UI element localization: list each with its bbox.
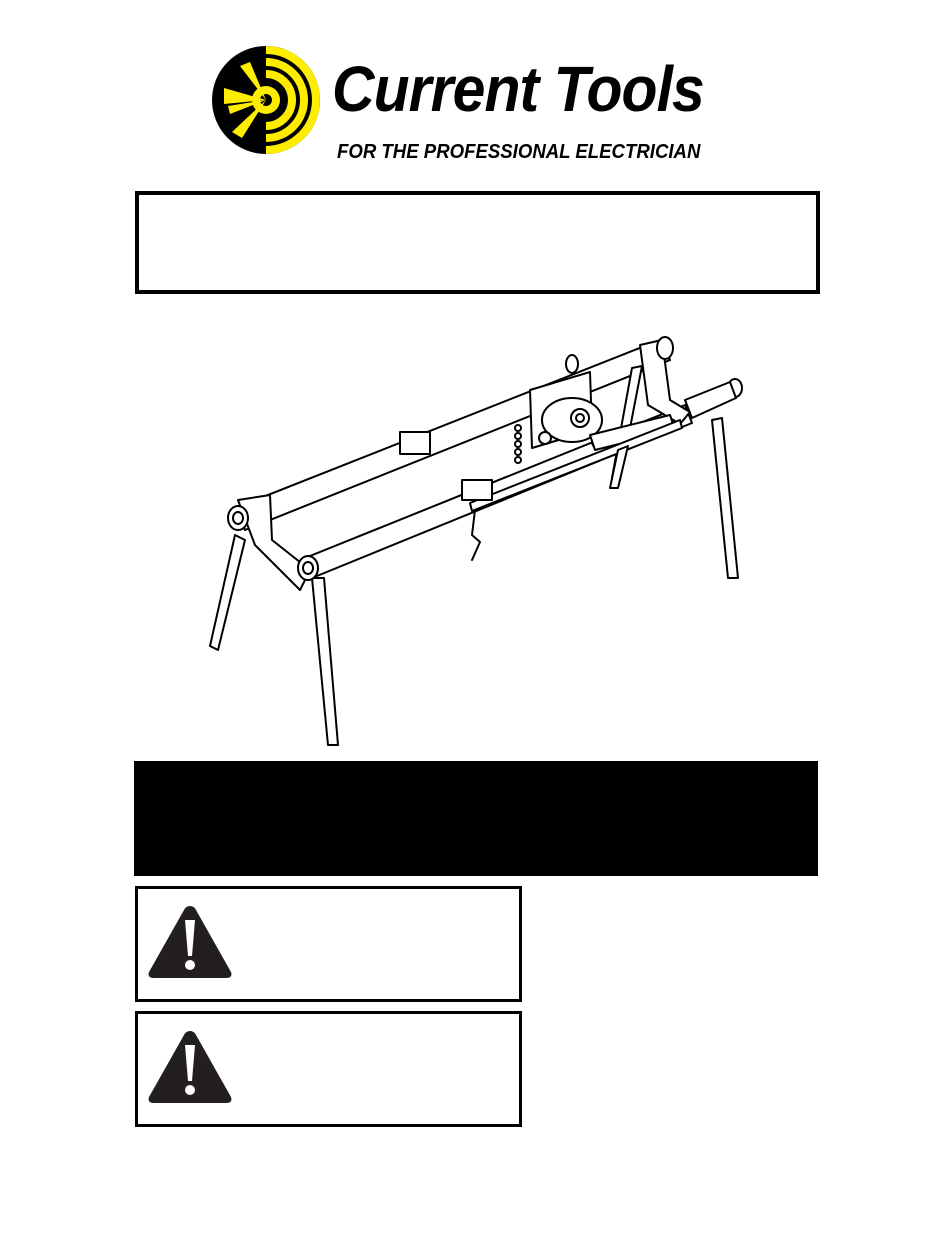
- brand-logo: [210, 44, 730, 164]
- warning-box: [135, 886, 522, 1002]
- black-banner: [134, 761, 818, 876]
- warning-box: [135, 1011, 522, 1127]
- brand-tagline: FOR THE PROFESSIONAL ELECTRICIAN: [337, 141, 701, 163]
- pipe-bender-stand-illustration: [200, 320, 760, 750]
- warning-triangle-icon: [146, 1027, 234, 1107]
- current-tools-logo-icon: [210, 44, 322, 156]
- warning-triangle-icon: [146, 902, 234, 982]
- title-box: [135, 191, 820, 294]
- brand-name: Current Tools: [332, 53, 704, 125]
